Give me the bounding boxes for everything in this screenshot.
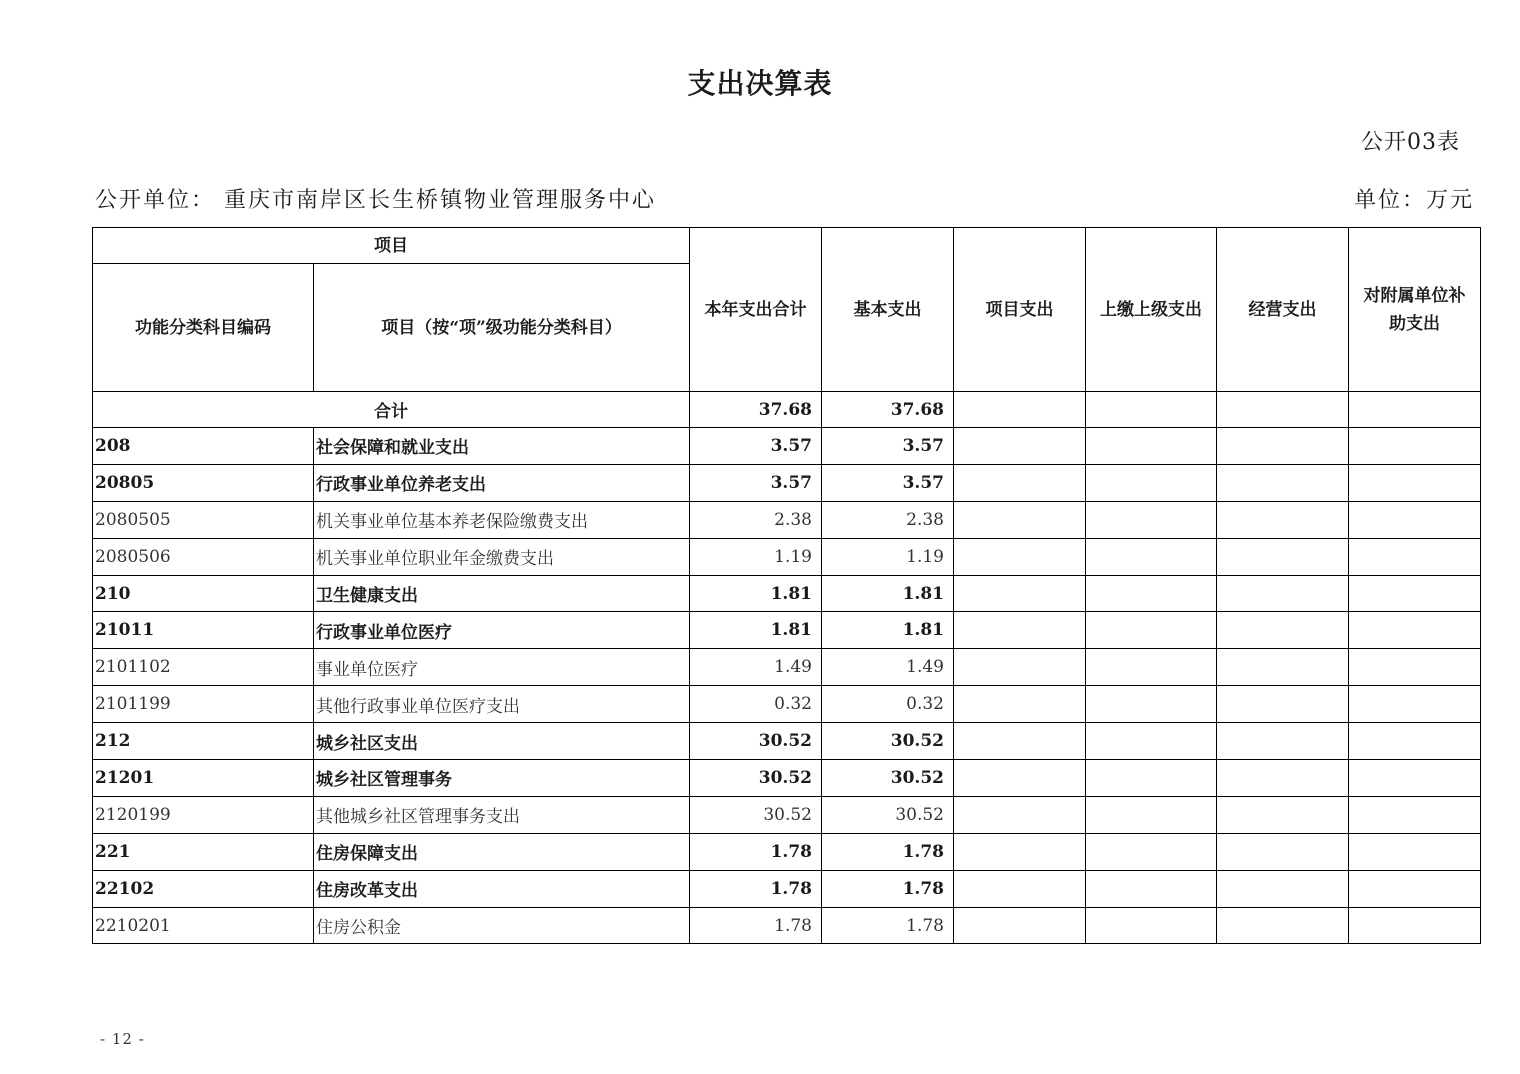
- row-name: 卫生健康支出: [314, 575, 690, 612]
- table-row: [93, 907, 1481, 944]
- row-total: 30.52: [690, 760, 822, 797]
- empty-cell: [1086, 833, 1217, 870]
- row-basic: 0.32: [822, 686, 954, 723]
- empty-cell: [1086, 501, 1217, 538]
- row-name: 行政事业单位养老支出: [314, 464, 690, 501]
- total-row: [93, 392, 1481, 428]
- empty-cell: [1349, 612, 1481, 649]
- row-total: 30.52: [690, 796, 822, 833]
- row-code: 21011: [93, 612, 314, 649]
- total-label: 合计: [93, 392, 690, 428]
- row-name: 事业单位医疗: [314, 649, 690, 686]
- row-total: 1.78: [690, 907, 822, 944]
- empty-cell: [1086, 649, 1217, 686]
- empty-cell: [1086, 870, 1217, 907]
- row-name: 其他城乡社区管理事务支出: [314, 796, 690, 833]
- row-code: 221: [93, 833, 314, 870]
- empty-cell: [1086, 760, 1217, 797]
- row-total: 1.78: [690, 870, 822, 907]
- row-basic: 1.49: [822, 649, 954, 686]
- empty-cell: [1349, 428, 1481, 465]
- row-basic: 30.52: [822, 796, 954, 833]
- empty-cell: [954, 796, 1086, 833]
- row-total: 3.57: [690, 428, 822, 465]
- row-total: 2.38: [690, 501, 822, 538]
- empty-cell: [1086, 612, 1217, 649]
- row-name: 机关事业单位职业年金缴费支出: [314, 538, 690, 575]
- row-total: 1.49: [690, 649, 822, 686]
- row-name: 住房改革支出: [314, 870, 690, 907]
- empty-cell: [954, 907, 1086, 944]
- header-name: 项目（按“项”级功能分类科目）: [314, 264, 690, 392]
- empty-cell: [1349, 686, 1481, 723]
- empty-cell: [1086, 575, 1217, 612]
- row-total: 1.81: [690, 575, 822, 612]
- empty-cell: [1349, 870, 1481, 907]
- empty-cell: [954, 428, 1086, 465]
- table-row: [93, 428, 1481, 465]
- row-name: 住房公积金: [314, 907, 690, 944]
- empty-cell: [1349, 723, 1481, 760]
- empty-cell: [1086, 428, 1217, 465]
- header-code: 功能分类科目编码: [93, 264, 314, 392]
- empty-cell: [1217, 686, 1349, 723]
- expenditure-table: [92, 227, 1481, 944]
- reporting-unit: 公开单位： 重庆市南岸区长生桥镇物业管理服务中心: [95, 188, 656, 213]
- empty-cell: [954, 760, 1086, 797]
- empty-cell: [1217, 501, 1349, 538]
- empty-cell: [954, 612, 1086, 649]
- row-name: 社会保障和就业支出: [314, 428, 690, 465]
- empty-cell: [1217, 575, 1349, 612]
- row-code: 2120199: [93, 796, 314, 833]
- row-total: 0.32: [690, 686, 822, 723]
- empty-cell: [1349, 760, 1481, 797]
- empty-cell: [1349, 501, 1481, 538]
- row-name: 城乡社区支出: [314, 723, 690, 760]
- table-row: [93, 833, 1481, 870]
- empty-cell: [954, 870, 1086, 907]
- table-row: [93, 796, 1481, 833]
- empty-cell: [1217, 796, 1349, 833]
- empty-cell: [1349, 833, 1481, 870]
- row-name: 行政事业单位医疗: [314, 612, 690, 649]
- row-code: 20805: [93, 464, 314, 501]
- table-row: [93, 538, 1481, 575]
- empty-cell: [1217, 833, 1349, 870]
- empty-cell: [1086, 538, 1217, 575]
- row-code: 2080506: [93, 538, 314, 575]
- header-project: 项目支出: [954, 228, 1086, 392]
- row-code: 210: [93, 575, 314, 612]
- table-row: [93, 575, 1481, 612]
- row-total: 1.19: [690, 538, 822, 575]
- row-name: 机关事业单位基本养老保险缴费支出: [314, 501, 690, 538]
- row-code: 2080505: [93, 501, 314, 538]
- empty-cell: [1349, 575, 1481, 612]
- empty-cell: [1349, 649, 1481, 686]
- row-code: 2210201: [93, 907, 314, 944]
- page-number: - 12 -: [100, 1030, 145, 1048]
- row-name: 城乡社区管理事务: [314, 760, 690, 797]
- empty-cell: [1349, 464, 1481, 501]
- empty-cell: [1086, 464, 1217, 501]
- row-total: 1.81: [690, 612, 822, 649]
- row-basic: 30.52: [822, 760, 954, 797]
- row-code: 2101102: [93, 649, 314, 686]
- header-item: 项目: [93, 228, 690, 264]
- total-basic: 37.68: [822, 392, 954, 428]
- row-code: 21201: [93, 760, 314, 797]
- table-row: [93, 686, 1481, 723]
- table-row: [93, 760, 1481, 797]
- form-number: 公开03表: [1361, 130, 1460, 155]
- table-row: [93, 870, 1481, 907]
- empty-cell: [954, 575, 1086, 612]
- row-basic: 1.81: [822, 575, 954, 612]
- empty-cell: [954, 538, 1086, 575]
- header-upper: 上缴上级支出: [1086, 228, 1217, 392]
- row-code: 208: [93, 428, 314, 465]
- empty-cell: [1086, 723, 1217, 760]
- header-subsidy: 对附属单位补助支出: [1349, 228, 1481, 392]
- empty-cell: [1086, 796, 1217, 833]
- row-total: 30.52: [690, 723, 822, 760]
- empty-cell: [1217, 870, 1349, 907]
- table-row: [93, 723, 1481, 760]
- empty-cell: [1349, 538, 1481, 575]
- header-business: 经营支出: [1217, 228, 1349, 392]
- row-basic: 3.57: [822, 428, 954, 465]
- table-row: [93, 501, 1481, 538]
- empty-cell: [954, 833, 1086, 870]
- header-basic: 基本支出: [822, 228, 954, 392]
- empty-cell: [1217, 612, 1349, 649]
- empty-cell: [954, 501, 1086, 538]
- row-code: 22102: [93, 870, 314, 907]
- table-row: [93, 649, 1481, 686]
- row-basic: 1.19: [822, 538, 954, 575]
- empty-cell: [954, 686, 1086, 723]
- currency-unit: 单位：万元: [1353, 188, 1474, 213]
- empty-cell: [1217, 538, 1349, 575]
- row-code: 2101199: [93, 686, 314, 723]
- empty-cell: [1217, 907, 1349, 944]
- row-basic: 30.52: [822, 723, 954, 760]
- page-title: 支出决算表: [687, 67, 833, 100]
- row-basic: 1.81: [822, 612, 954, 649]
- table-row: [93, 464, 1481, 501]
- row-basic: 1.78: [822, 870, 954, 907]
- row-total: 1.78: [690, 833, 822, 870]
- row-basic: 1.78: [822, 907, 954, 944]
- table-row: [93, 612, 1481, 649]
- row-total: 3.57: [690, 464, 822, 501]
- header-total: 本年支出合计: [690, 228, 822, 392]
- empty-cell: [1217, 649, 1349, 686]
- empty-cell: [954, 464, 1086, 501]
- row-name: 其他行政事业单位医疗支出: [314, 686, 690, 723]
- row-code: 212: [93, 723, 314, 760]
- row-basic: 2.38: [822, 501, 954, 538]
- empty-cell: [1217, 428, 1349, 465]
- empty-cell: [1086, 907, 1217, 944]
- empty-cell: [1349, 907, 1481, 944]
- empty-cell: [1217, 464, 1349, 501]
- empty-cell: [1217, 760, 1349, 797]
- empty-cell: [1349, 796, 1481, 833]
- empty-cell: [1217, 723, 1349, 760]
- row-basic: 3.57: [822, 464, 954, 501]
- row-basic: 1.78: [822, 833, 954, 870]
- row-name: 住房保障支出: [314, 833, 690, 870]
- empty-cell: [954, 649, 1086, 686]
- empty-cell: [954, 723, 1086, 760]
- empty-cell: [1086, 686, 1217, 723]
- total-amount: 37.68: [690, 392, 822, 428]
